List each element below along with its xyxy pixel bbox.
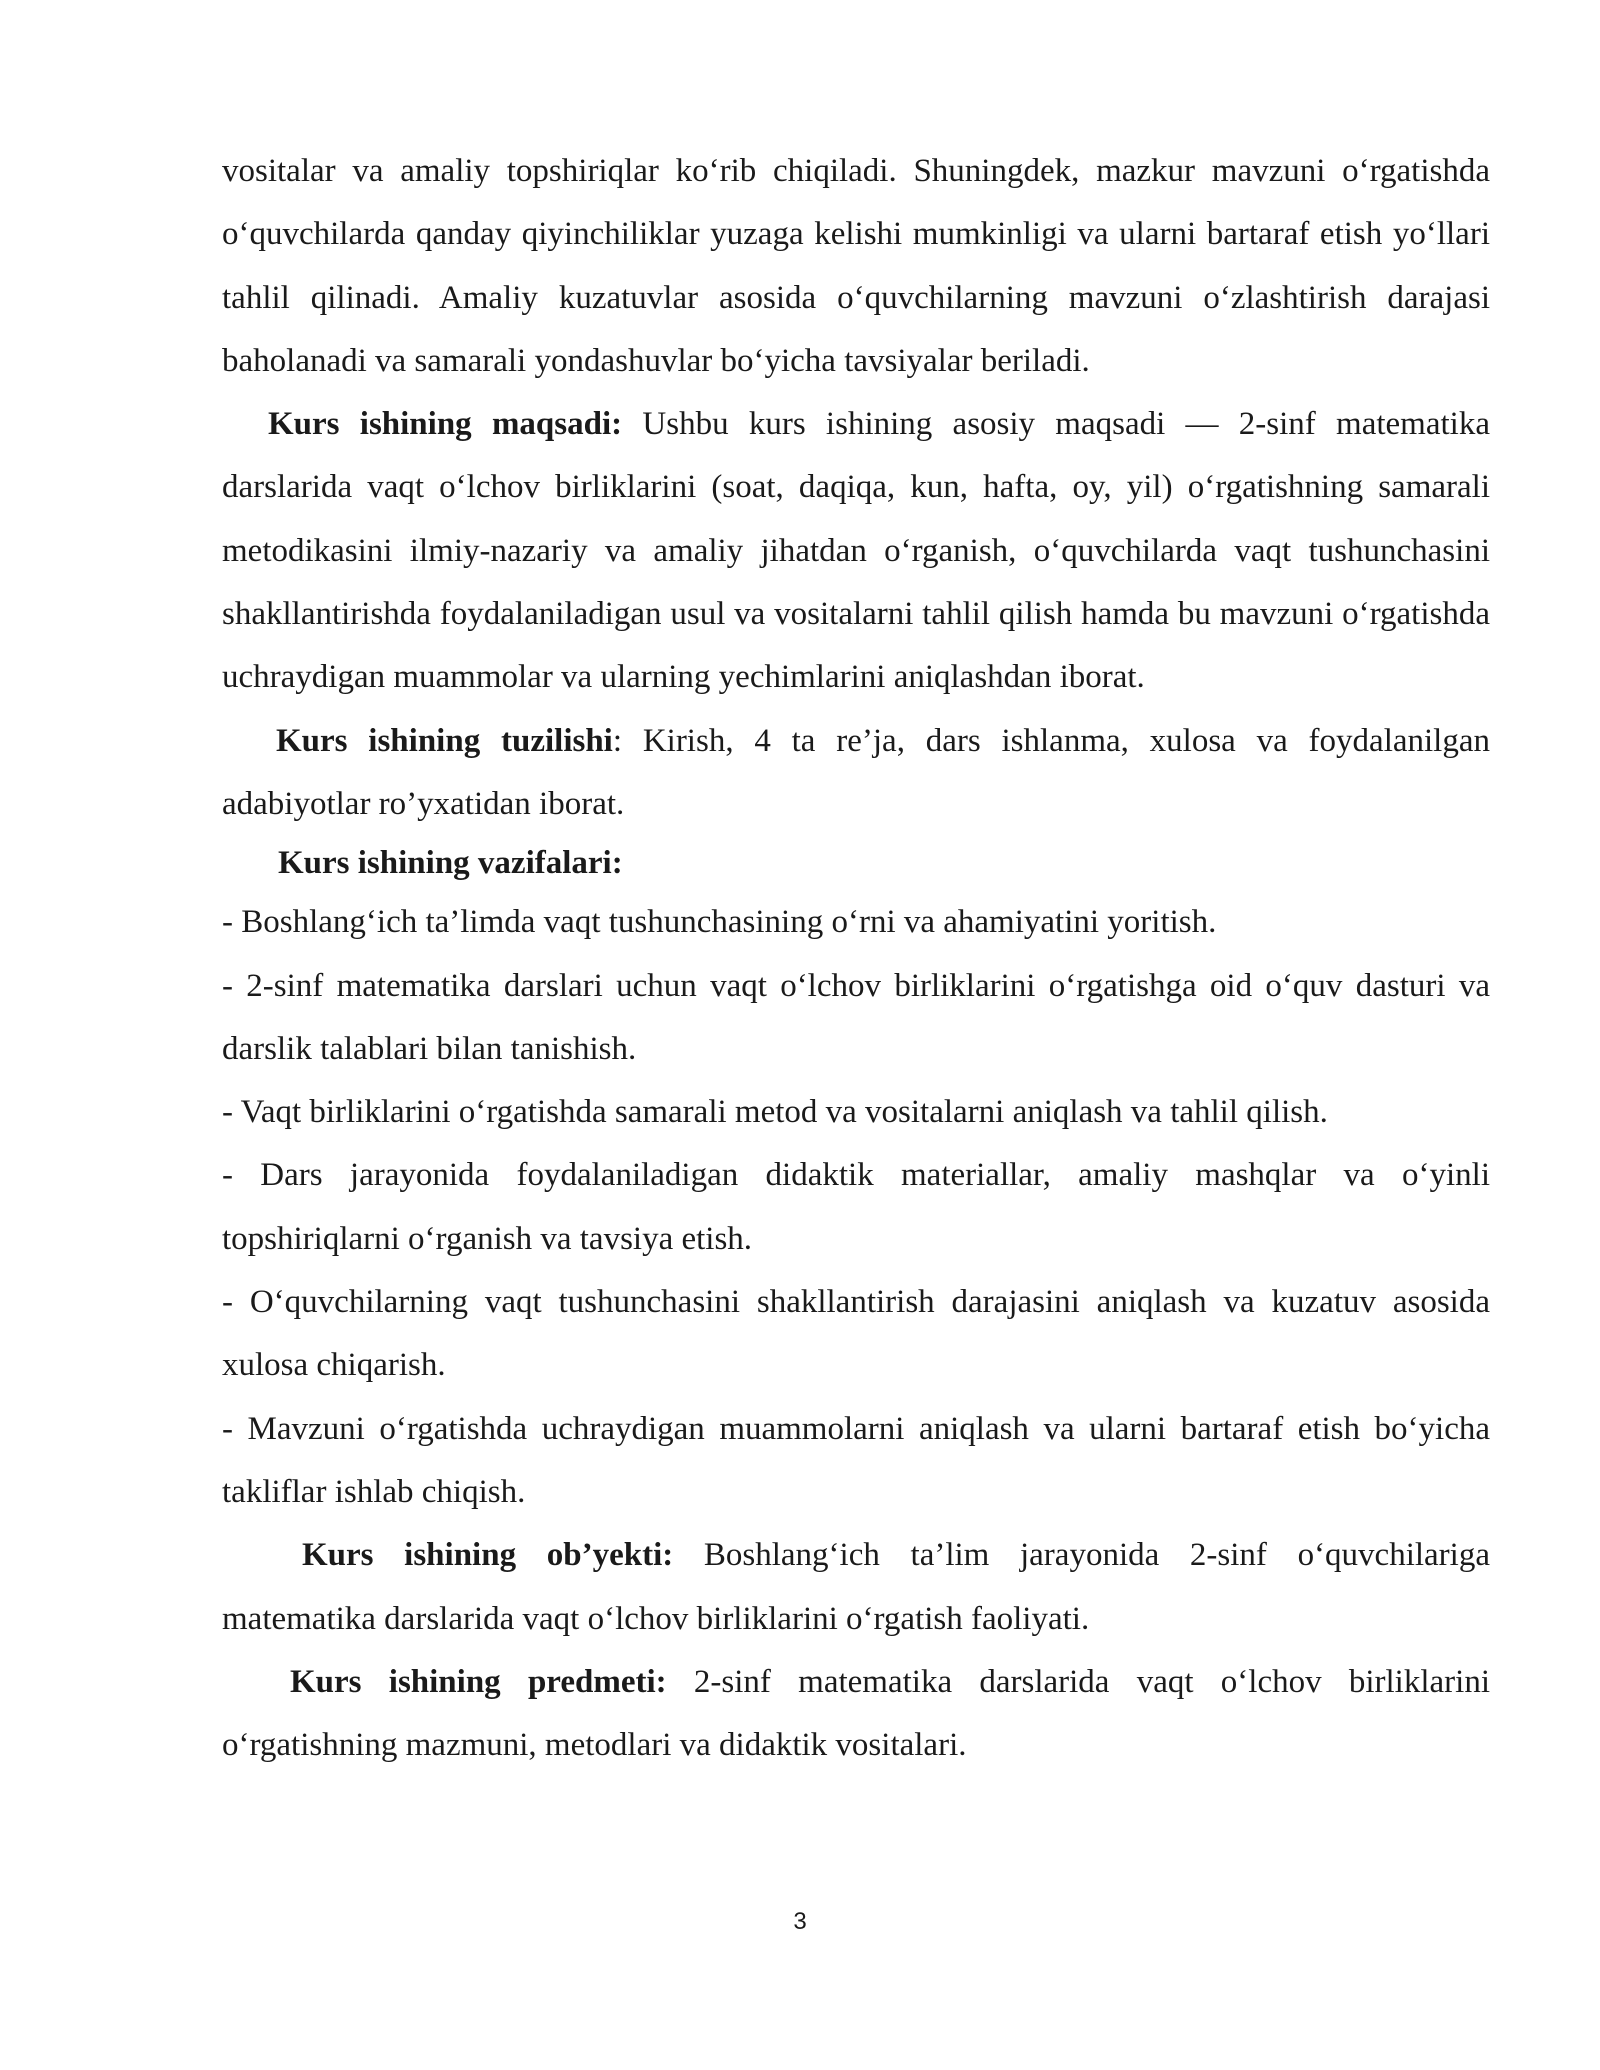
vazifa-item: - Mavzuni o‘rgatishda uchraydigan muammolarni aniqlash va ularni bartaraf etish bo‘yicha takliflar ishlab chiqish.: [222, 1410, 1490, 1510]
vazifa-item: - Boshlang‘ich ta’limda vaqt tushunchasining o‘rni va ahamiyatini yoritish.: [222, 904, 1217, 941]
maqsad-paragraph: [222, 393, 1490, 709]
vazifa-item: - O‘quvchilarning vaqt tushunchasini shakllantirish darajasini aniqlash va kuzatuv asosida xulosa chiqarish.: [222, 1284, 1490, 1384]
tuzilishi-text: : Kirish, 4 ta re’ja, dars ishlanma, xulosa va foydalanilgan adabiyotlar ro’yxatidan iborat.: [222, 722, 1490, 822]
maqsad-text: Ushbu kurs ishining asosiy maqsadi — 2-sinf matematika darslarida vaqt o‘lchov birliklarini (soat, daqiqa, kun, hafta, oy, yil) o‘rgatishning samarali metodikasini ilmiy-nazariy va amaliy jihatdan o‘rganish, o‘quvchilarda vaqt tushunchasini shakllantirishda foydalaniladigan usul va vositalarni tahlil qilish hamda bu mavzuni o‘rgatishda uchraydigan muammolar va ularning yechimlarini aniqlashdan iborat.: [222, 406, 1490, 696]
predmeti-paragraph: [222, 1651, 1490, 1778]
page-body: [222, 140, 1490, 1777]
predmeti-heading: Kurs ishining predmeti:: [290, 1663, 667, 1700]
intro-paragraph: vositalar va amaliy topshiriqlar ko‘rib chiqiladi. Shuningdek, mazkur mavzuni o‘rgatishda o‘quvchilarda qanday qiyinchiliklar yuzaga kelishi mumkinligi va ularni bartaraf etish yo‘llari tahlil qilinadi. Amaliy kuzatuvlar asosida o‘quvchilarning mavzuni o‘zlashtirish darajasi baholanadi va samarali yondashuvlar bo‘yicha tavsiyalar beriladi.: [222, 153, 1490, 379]
vazifalari-heading: Kurs ishining vazifalari:: [278, 845, 623, 882]
tuzilishi-paragraph: [222, 710, 1490, 837]
page-number: 3: [793, 1908, 807, 1935]
obyekti-heading: Kurs ishining ob’yekti:: [302, 1537, 674, 1574]
vazifa-item: - 2-sinf matematika darslari uchun vaqt o‘lchov birliklarini o‘rgatishga oid o‘quv dasturi va darslik talablari bilan tanishish.: [222, 967, 1490, 1067]
obyekti-paragraph: [222, 1524, 1490, 1651]
vazifa-item: - Vaqt birliklarini o‘rgatishda samarali metod va vositalarni aniqlash va tahlil qilish.: [222, 1094, 1328, 1131]
vazifa-item: - Dars jarayonida foydalaniladigan didaktik materiallar, amaliy mashqlar va o‘yinli topshiriqlarni o‘rganish va tavsiya etish.: [222, 1157, 1490, 1257]
tuzilishi-heading: Kurs ishining tuzilishi: [276, 722, 613, 759]
obyekti-text: Boshlang‘ich ta’lim jarayonida 2-sinf o‘quvchilariga matematika darslarida vaqt o‘lchov birliklarini o‘rgatish faoliyati.: [222, 1537, 1490, 1637]
predmeti-text: 2-sinf matematika darslarida vaqt o‘lchov birliklarini o‘rgatishning mazmuni, metodlari va didaktik vositalari.: [222, 1663, 1490, 1764]
maqsad-heading: Kurs ishining maqsadi:: [268, 406, 623, 443]
